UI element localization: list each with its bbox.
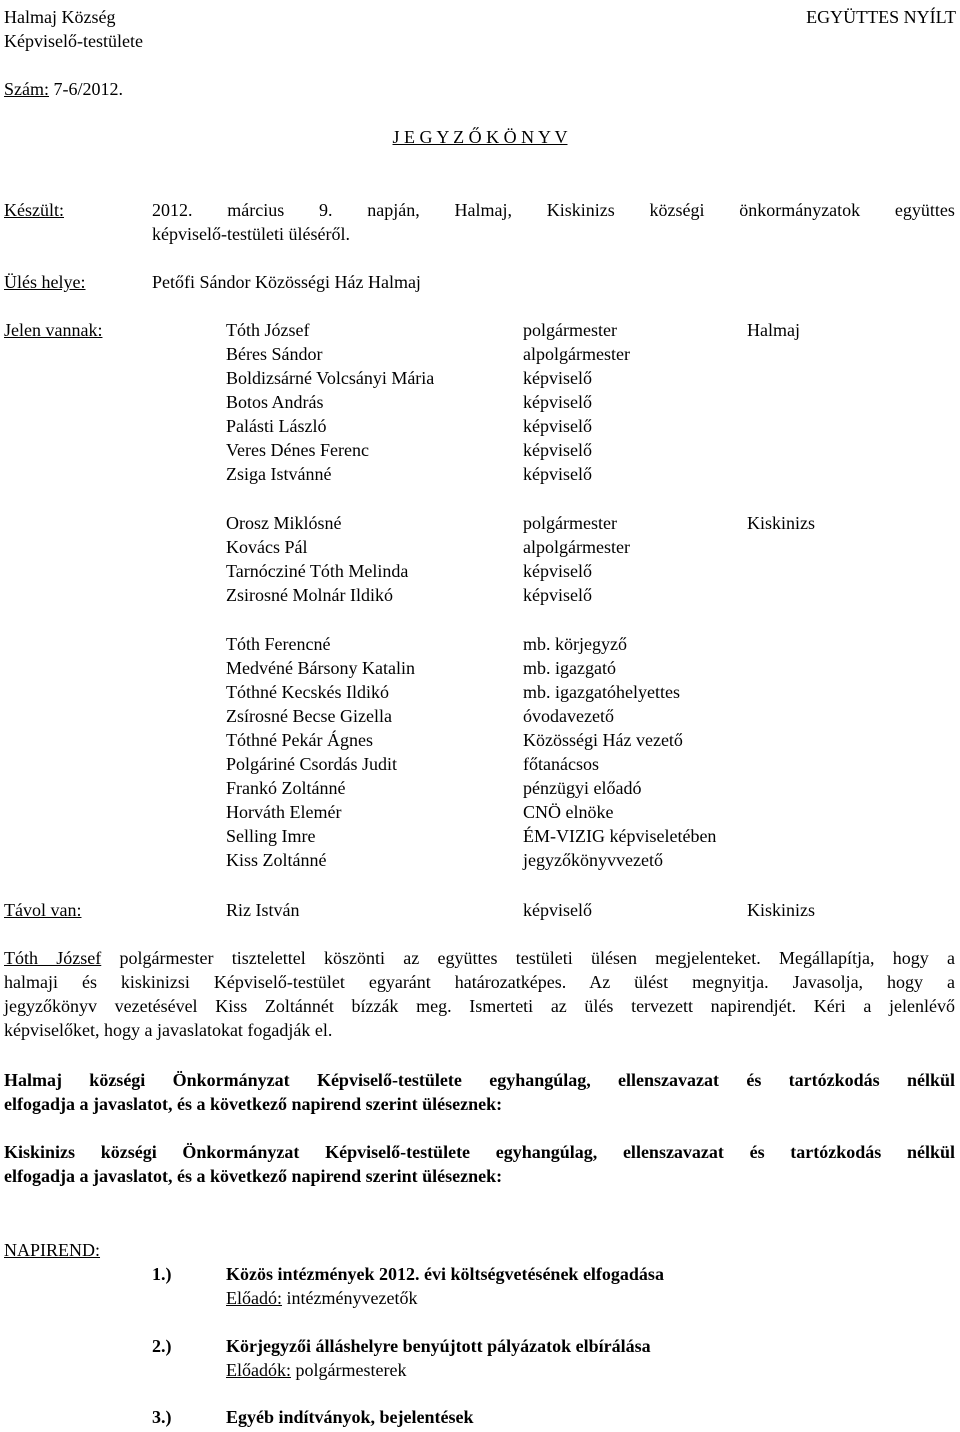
agenda-item-number: 1.): [152, 1264, 172, 1284]
attendee-place: Halmaj: [747, 320, 800, 340]
resolution-halmaj: [4, 1068, 955, 1116]
attendee-role: mb. körjegyző: [523, 634, 627, 654]
agenda-item-presenter: [226, 1286, 417, 1310]
attendee-role: képviselő: [523, 585, 592, 605]
attendee-name: Tóth József: [226, 320, 310, 340]
attendee-name: Frankó Zoltánné: [226, 778, 346, 798]
attendee-row: [0, 680, 960, 704]
attendee-role: mb. igazgatóhelyettes: [523, 682, 680, 702]
resolution-line: Halmaj községi Önkormányzat Képviselő-testülete egyhangúlag, ellenszavazat és tartózkodás nélkül: [4, 1070, 955, 1090]
agenda-item-title: Körjegyzői álláshelyre benyújtott pályázatok elbírálása: [226, 1336, 651, 1356]
made-word: 9.: [318, 200, 333, 220]
attendee-name: Orosz Miklósné: [226, 513, 342, 533]
attendee-role: Közösségi Ház vezető: [523, 730, 683, 750]
agenda-item-number: 3.): [152, 1407, 172, 1427]
attendee-row: [0, 656, 960, 680]
reference-number-value: 7-6/2012.: [53, 79, 123, 99]
attendee-row: [0, 342, 960, 366]
made-word: napján,: [367, 200, 420, 220]
made-word: együttes: [894, 200, 955, 220]
attendee-name: Béres Sándor: [226, 344, 323, 364]
attendee-row: [0, 535, 960, 559]
attendee-role: ÉM-VIZIG képviseletében: [523, 826, 717, 846]
attendee-row: [0, 366, 960, 390]
attendee-role: képviselő: [523, 561, 592, 581]
reference-number: [4, 77, 123, 101]
absent-name: Riz István: [226, 900, 300, 920]
attendee-role: képviselő: [523, 416, 592, 436]
agenda-item-presenter: [226, 1358, 406, 1382]
attendee-role: főtanácsos: [523, 754, 599, 774]
attendee-name: Polgáriné Csordás Judit: [226, 754, 397, 774]
resolution-line: elfogadja a javaslatot, és a következő napirend szerint üléseznek:: [4, 1094, 503, 1114]
attendee-name: Zsiga Istvánné: [226, 464, 332, 484]
attendee-row: [0, 824, 960, 848]
agenda-item-number: 2.): [152, 1336, 172, 1356]
made-word: március: [227, 200, 285, 220]
presenter-value: polgármesterek: [291, 1360, 407, 1380]
attendee-role: mb. igazgató: [523, 658, 616, 678]
intro-line-text: polgármester tisztelettel köszönti az együttes testületi ülésen megjelenteket. Megállapítja, hogy a: [101, 948, 955, 968]
attendee-name: Medvéné Bársony Katalin: [226, 658, 415, 678]
org-name-line1: Halmaj Község: [4, 7, 116, 27]
attendee-name: Palásti László: [226, 416, 327, 436]
attendee-row: [0, 414, 960, 438]
agenda-item-title: Egyéb indítványok, bejelentések: [226, 1407, 474, 1427]
present-label: Jelen vannak:: [4, 320, 103, 340]
attendee-role: CNÖ elnöke: [523, 802, 614, 822]
attendee-name: Kovács Pál: [226, 537, 308, 557]
attendee-name: Selling Imre: [226, 826, 316, 846]
attendee-role: képviselő: [523, 464, 592, 484]
attendee-name: Tóth Ferencné: [226, 634, 331, 654]
absent-label: Távol van:: [4, 900, 82, 920]
attendee-row: [0, 462, 960, 486]
attendee-row: [0, 583, 960, 607]
attendee-row: [0, 511, 960, 535]
session-type-label: EGYÜTTES NYÍLT: [806, 7, 956, 27]
presenter-label: Előadók:: [226, 1360, 291, 1380]
attendee-name: Tóthné Kecskés Ildikó: [226, 682, 389, 702]
intro-line: halmaji és kiskinizsi Képviselő-testület egyaránt határozatképes. Az ülést megnyitja. Javasolja, hogy a: [4, 972, 955, 992]
intro-speaker: Tóth József: [4, 948, 102, 968]
agenda-label: NAPIREND:: [4, 1240, 101, 1260]
made-line2: képviselő-testületi üléséről.: [152, 224, 350, 244]
attendee-row: [0, 848, 960, 872]
made-word: községi: [649, 200, 705, 220]
made-line1: [152, 198, 955, 222]
intro-line: jegyzőkönyv vezetésével Kiss Zoltánnét bízzák meg. Ismerteti az ülés tervezett napirendjét. Kéri a jelenlévő: [4, 996, 955, 1016]
attendee-name: Zsírosné Becse Gizella: [226, 706, 392, 726]
intro-line: képviselőket, hogy a javaslatokat fogadják el.: [4, 1020, 333, 1040]
attendee-role: óvodavezető: [523, 706, 614, 726]
absent-place: Kiskinizs: [747, 900, 816, 920]
attendee-name: Tarnócziné Tóth Melinda: [226, 561, 409, 581]
attendee-name: Tóthné Pekár Ágnes: [226, 730, 373, 750]
attendee-role: alpolgármester: [523, 537, 630, 557]
attendee-name: Kiss Zoltánné: [226, 850, 327, 870]
attendee-row: [0, 800, 960, 824]
venue-label: Ülés helye:: [4, 272, 86, 292]
attendee-row: [0, 776, 960, 800]
resolution-line: elfogadja a javaslatot, és a következő napirend szerint üléseznek:: [4, 1166, 503, 1186]
attendee-name: Zsirosné Molnár Ildikó: [226, 585, 393, 605]
attendee-row: [0, 728, 960, 752]
made-word: önkormányzatok: [739, 200, 861, 220]
attendee-role: képviselő: [523, 440, 592, 460]
attendee-role: polgármester: [523, 513, 617, 533]
attendee-row: [0, 752, 960, 776]
presenter-label: Előadó:: [226, 1288, 282, 1308]
made-label: Készült:: [4, 200, 64, 220]
attendee-row: [0, 438, 960, 462]
attendee-row: [0, 559, 960, 583]
attendee-role: alpolgármester: [523, 344, 630, 364]
document-title: J E G Y Z Ő K Ö N Y V: [392, 127, 568, 147]
presenter-value: intézményvezetők: [282, 1288, 418, 1308]
attendee-role: jegyzőkönyvvezető: [523, 850, 663, 870]
attendee-name: Botos András: [226, 392, 324, 412]
attendee-name: Veres Dénes Ferenc: [226, 440, 369, 460]
agenda-item-title: Közös intézmények 2012. évi költségvetésének elfogadása: [226, 1264, 664, 1284]
attendee-name: Boldizsárné Volcsányi Mária: [226, 368, 435, 388]
resolution-kiskinizs: [4, 1140, 955, 1188]
made-word: Halmaj,: [454, 200, 512, 220]
org-name-line2: Képviselő-testülete: [4, 31, 143, 51]
resolution-line: Kiskinizs községi Önkormányzat Képviselő-testülete egyhangúlag, ellenszavazat és tartózkodás nélkül: [4, 1142, 955, 1162]
attendee-role: polgármester: [523, 320, 617, 340]
attendee-role: képviselő: [523, 392, 592, 412]
attendee-row: [0, 704, 960, 728]
intro-paragraph: [4, 946, 955, 1042]
attendee-name: Horváth Elemér: [226, 802, 342, 822]
made-word: Kiskinizs: [546, 200, 615, 220]
made-word: 2012.: [152, 200, 193, 220]
reference-number-label: Szám:: [4, 79, 49, 99]
absent-role: képviselő: [523, 900, 592, 920]
attendee-row: [0, 318, 960, 342]
attendee-row: [0, 390, 960, 414]
intro-line: [4, 946, 955, 970]
venue-value: Petőfi Sándor Közösségi Ház Halmaj: [152, 272, 421, 292]
attendee-role: képviselő: [523, 368, 592, 388]
attendee-place: Kiskinizs: [747, 513, 816, 533]
attendee-row: [0, 632, 960, 656]
attendee-role: pénzügyi előadó: [523, 778, 642, 798]
